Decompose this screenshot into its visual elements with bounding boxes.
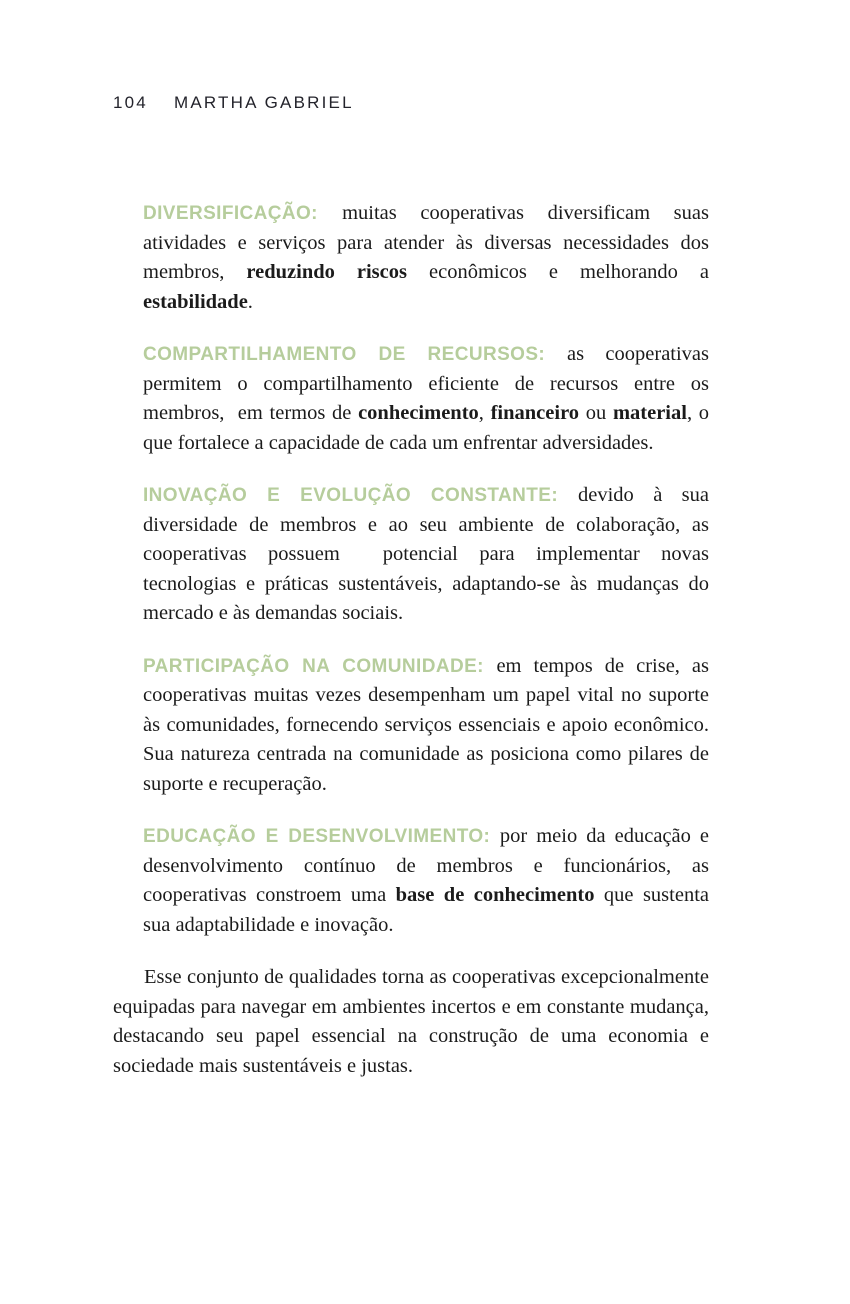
page-header: [113, 93, 354, 113]
paragraph-heading: DIVERSIFICAÇÃO:: [143, 203, 343, 224]
paragraph-body: Esse conjunto de qualidades torna as cooperativas excepcionalmente equipadas para navegar em ambientes incertos e em constante mudança, destacando seu papel essencial na construção de uma economia e sociedade mais sustentáveis e justas.: [113, 966, 715, 1077]
text-segment-bold: financeiro: [490, 402, 580, 424]
paragraph: [143, 481, 715, 629]
paragraph-heading: EDUCAÇÃO E DESENVOLVIMENTO:: [143, 826, 500, 847]
content: [113, 199, 715, 1081]
paragraph-body: por meio da educação e desenvolvimento contínuo de membros e funcionários, as cooperativas constroem uma base de conhecimento que sustenta sua adaptabilidade e inovação.: [143, 825, 715, 936]
paragraph-body: as cooperativas permitem o compartilhamento eficiente de recursos entre os membros, em termos de conhecimento, financeiro ou material, o que fortalece a capacidade de cada um enfrentar adversidades.: [143, 343, 715, 454]
page-number: 104: [113, 93, 148, 112]
text-segment-bold: conhecimento: [358, 402, 479, 424]
text-segment-bold: estabilidade: [143, 290, 248, 313]
paragraph-body: devido à sua diversidade de membros e ao seu ambiente de colaboração, as cooperativas possuem potencial para implementar novas tecnologias e práticas sustentáveis, adaptando-se às mudanças do mercado e às demandas sociais.: [143, 484, 715, 624]
paragraph-body: em tempos de crise, as cooperativas muitas vezes desempenham um papel vital no suporte às comunidades, fornecendo serviços essenciais e apoio econômico. Sua natureza centrada na comunidade as posiciona como pilares de suporte e recuperação.: [143, 654, 715, 795]
text-segment-bold: base de conhecimento: [395, 884, 595, 906]
paragraph: [143, 199, 715, 317]
paragraph-body: muitas cooperativas diversificam suas atividades e serviços para atender às diversas necessidades dos membros, reduzindo riscos econômicos e melhorando a estabilidade.: [143, 202, 715, 313]
text-segment-bold: material: [612, 402, 687, 424]
paragraph: [113, 963, 715, 1081]
text-segment-bold: reduzindo riscos: [246, 261, 407, 283]
paragraph-heading: INOVAÇÃO E EVOLUÇÃO CONSTANTE:: [143, 485, 579, 506]
author-name: MARTHA GABRIEL: [173, 93, 354, 112]
paragraph-heading: COMPARTILHAMENTO DE RECURSOS:: [143, 344, 568, 365]
paragraph: [143, 822, 715, 940]
paragraph-heading: PARTICIPAÇÃO NA COMUNIDADE:: [143, 655, 497, 677]
paragraph: [143, 340, 715, 458]
paragraph: [143, 652, 715, 800]
